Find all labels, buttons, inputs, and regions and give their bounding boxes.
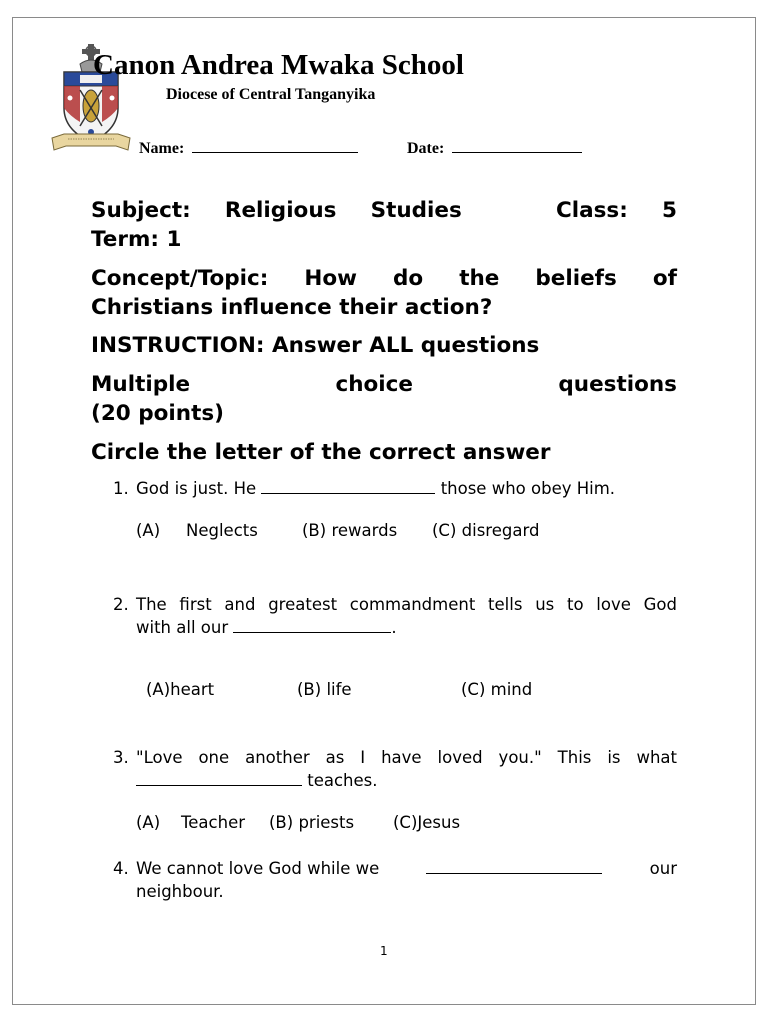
option-a-letter[interactable]: (A) <box>136 521 161 540</box>
class-value: 5 <box>661 198 677 223</box>
topic-word: the <box>459 266 500 291</box>
topic-word: do <box>393 266 424 291</box>
multiple-choice-heading <box>91 370 677 399</box>
topic-word: Concept/Topic: <box>91 266 269 291</box>
option-c[interactable]: (C)Jesus <box>393 813 461 832</box>
instruction: INSTRUCTION: Answer ALL questions <box>91 333 540 358</box>
answer-blank[interactable] <box>233 618 391 633</box>
question-text: with all our <box>136 618 229 637</box>
diocese-name: Diocese of Central Tanganyika <box>166 86 376 103</box>
answer-blank[interactable] <box>261 479 435 494</box>
option-c[interactable]: (C) disregard <box>432 521 540 540</box>
question-number: 3. <box>113 748 129 767</box>
option-a[interactable]: Neglects <box>186 521 258 540</box>
option-b[interactable]: (B) priests <box>269 813 355 832</box>
heading-word: questions <box>558 372 677 397</box>
option-b[interactable]: (B) life <box>297 680 352 699</box>
page-number: 1 <box>380 944 388 958</box>
class-label: Class: <box>555 198 628 223</box>
option-c[interactable]: (C) mind <box>461 680 533 699</box>
subject-value-word-1: Religious <box>224 198 337 223</box>
question-text: those who obey Him. <box>440 479 616 498</box>
school-name: Canon Andrea Mwaka School <box>93 49 464 81</box>
topic-word: beliefs <box>535 266 617 291</box>
question-text: We cannot love God while we <box>136 859 380 878</box>
heading-word: Multiple <box>91 372 191 397</box>
question-text: The first and greatest commandment tells us to love God <box>136 595 677 614</box>
name-label: Name: <box>139 140 185 157</box>
question-text: "Love one another as I have loved you." This is what <box>136 748 677 767</box>
question-number: 2. <box>113 595 129 614</box>
topic-line-2: Christians influence their action? <box>91 295 493 320</box>
question-text: God is just. He <box>136 479 257 498</box>
name-field[interactable] <box>139 138 358 158</box>
circle-instruction: Circle the letter of the correct answer <box>91 440 551 465</box>
option-b[interactable]: (B) rewards <box>302 521 398 540</box>
subject-value-word-2: Studies <box>370 198 462 223</box>
subject-line <box>91 196 677 225</box>
question-number: 1. <box>113 479 129 498</box>
heading-word: choice <box>335 372 413 397</box>
option-a[interactable]: (A)heart <box>146 680 215 699</box>
question-number: 4. <box>113 859 129 878</box>
question-3 <box>113 746 677 792</box>
term-line: Term: 1 <box>91 227 182 252</box>
question-text: neighbour. <box>136 882 224 901</box>
option-a-letter[interactable]: (A) <box>136 813 161 832</box>
date-field[interactable] <box>407 138 582 158</box>
multiple-choice-points: (20 points) <box>91 401 224 426</box>
question-2 <box>113 593 677 639</box>
topic-word: How <box>304 266 358 291</box>
topic-line-1 <box>91 264 677 293</box>
name-blank[interactable] <box>192 138 358 153</box>
answer-blank[interactable] <box>136 771 302 786</box>
question-4 <box>113 857 677 903</box>
question-text: teaches. <box>307 771 378 790</box>
question-text: our <box>649 859 677 878</box>
answer-blank[interactable] <box>426 859 602 874</box>
subject-label: Subject: <box>91 198 191 223</box>
option-a[interactable]: Teacher <box>181 813 246 832</box>
date-label: Date: <box>407 140 445 157</box>
topic-word: of <box>652 266 677 291</box>
question-text: . <box>391 618 397 637</box>
date-blank[interactable] <box>452 138 582 153</box>
